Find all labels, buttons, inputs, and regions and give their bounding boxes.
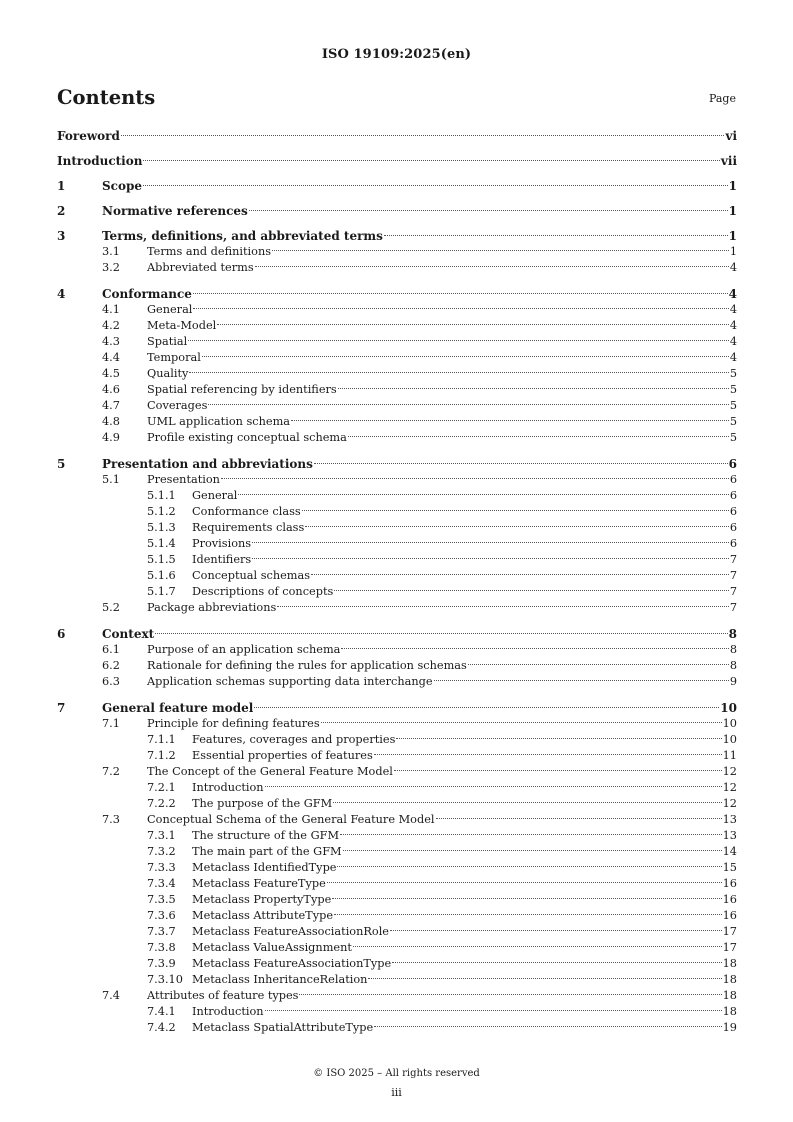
toc-entry-title[interactable]: Attributes of feature types	[147, 989, 299, 1002]
toc-entry-title[interactable]: Spatial referencing by identifiers	[147, 383, 337, 396]
dot-leader	[299, 994, 721, 995]
toc-entry-number: 7.3.1	[147, 829, 176, 842]
toc-entry-page: 17	[722, 941, 737, 954]
toc-entry[interactable]	[57, 988, 737, 1004]
dot-leader	[208, 404, 728, 405]
toc-entry-page: 5	[729, 399, 737, 412]
toc-entry-page: 18	[722, 957, 737, 970]
dot-leader	[193, 293, 728, 294]
toc-entry-page: 18	[722, 1005, 737, 1018]
toc-entry-page: 5	[729, 367, 737, 380]
toc-entry-number: 7.3.7	[147, 925, 176, 938]
dot-leader	[249, 210, 728, 211]
toc-entry[interactable]	[57, 398, 737, 414]
toc-entry-page: 5	[729, 415, 737, 428]
dot-leader	[343, 850, 722, 851]
dot-leader	[353, 946, 722, 947]
toc-entry-page: 17	[722, 925, 737, 938]
toc-entry-number: 7.2	[102, 765, 120, 778]
toc-entry-title[interactable]: Coverages	[147, 399, 208, 412]
dot-leader	[302, 510, 729, 511]
toc-entry-page: 1	[729, 245, 737, 258]
dot-leader	[305, 526, 729, 527]
toc-entry-number: 7.3.10	[147, 973, 183, 986]
toc-entry[interactable]	[57, 536, 737, 552]
toc-entry-page: 16	[722, 909, 737, 922]
toc-entry-page: 16	[722, 893, 737, 906]
dot-leader	[121, 135, 725, 136]
dot-leader	[272, 250, 729, 251]
toc-entry-page: 7	[729, 601, 737, 614]
toc-entry-title[interactable]: Metaclass InheritanceRelation	[192, 973, 368, 986]
dot-leader	[265, 1010, 722, 1011]
dot-leader	[384, 235, 728, 236]
toc-entry[interactable]	[57, 924, 737, 940]
toc-entry[interactable]	[57, 318, 737, 334]
toc-entry-title[interactable]: Foreword	[57, 129, 120, 143]
toc-entry-page: 7	[729, 585, 737, 598]
toc-entry-number: 4.4	[102, 351, 120, 364]
toc-entry-page: 15	[722, 861, 737, 874]
toc-entry[interactable]	[57, 174, 737, 199]
toc-entry-title[interactable]: Scope	[102, 179, 143, 193]
dot-leader	[374, 754, 722, 755]
toc-entry[interactable]	[57, 796, 737, 812]
dot-leader	[291, 420, 729, 421]
toc-entry-page: 10	[722, 717, 737, 730]
dot-leader	[368, 978, 721, 979]
toc-entry-page: 4	[729, 335, 737, 348]
toc-entry-number: 7.3.5	[147, 893, 176, 906]
dot-leader	[188, 340, 729, 341]
toc-entry-page: 6	[729, 521, 737, 534]
toc-entry-title[interactable]: Conformance class	[192, 505, 301, 518]
toc-entry-number: 7.2.1	[147, 781, 176, 794]
dot-leader	[341, 648, 728, 649]
toc-entry[interactable]	[57, 382, 737, 398]
page-title: Contents	[57, 86, 156, 109]
toc-entry-title[interactable]: Normative references	[102, 204, 248, 218]
toc-entry-number: 3	[57, 229, 66, 243]
dot-leader	[254, 707, 719, 708]
toc-entry[interactable]	[57, 876, 737, 892]
toc-entry-number: 3.2	[102, 261, 120, 274]
document-header: ISO 19109:2025(en)	[321, 47, 472, 62]
toc-entry-title[interactable]: The Concept of the General Feature Model	[147, 765, 393, 778]
toc-entry-page: 5	[729, 383, 737, 396]
toc-entry-page: 8	[729, 659, 737, 672]
toc-entry-title[interactable]: General	[192, 489, 238, 502]
toc-entry-page: 4	[728, 287, 737, 301]
toc-entry-title[interactable]: Metaclass PropertyType	[192, 893, 332, 906]
dot-leader	[238, 494, 728, 495]
toc-entry[interactable]	[57, 732, 737, 748]
toc-entry[interactable]	[57, 124, 737, 149]
dot-leader	[334, 914, 722, 915]
toc-entry-page: 5	[729, 431, 737, 444]
toc-entry-number: 7.1	[102, 717, 120, 730]
toc-entry-number: 7.3.3	[147, 861, 176, 874]
toc-entry-page: 4	[729, 319, 737, 332]
toc-entry-page: 4	[729, 351, 737, 364]
toc-entry[interactable]	[57, 430, 737, 446]
toc-entry-title[interactable]: Presentation and abbreviations	[102, 457, 313, 471]
table-of-contents	[57, 124, 737, 1036]
toc-entry[interactable]	[57, 552, 737, 568]
dot-leader	[277, 606, 729, 607]
dot-leader	[143, 160, 719, 161]
toc-entry[interactable]	[57, 764, 737, 780]
dot-leader	[337, 866, 721, 867]
dot-leader	[392, 962, 721, 963]
toc-entry-title[interactable]: Metaclass ValueAssignment	[192, 941, 352, 954]
toc-entry-number: 7.3.8	[147, 941, 176, 954]
toc-entry-page: 16	[722, 877, 737, 890]
toc-entry-number: 7.4	[102, 989, 120, 1002]
toc-entry-number: 5.1.4	[147, 537, 176, 550]
toc-entry-number: 3.1	[102, 245, 120, 258]
toc-entry-page: 7	[729, 569, 737, 582]
toc-entry-number: 5.1	[102, 473, 120, 486]
toc-entry-title[interactable]: Identifiers	[192, 553, 252, 566]
toc-entry-page: 13	[722, 829, 737, 842]
toc-entry-number: 4.6	[102, 383, 120, 396]
toc-entry-page: 6	[729, 537, 737, 550]
toc-entry-title[interactable]: Essential properties of features	[192, 749, 373, 762]
toc-entry-number: 6.2	[102, 659, 120, 672]
dot-leader	[255, 266, 729, 267]
dot-leader	[265, 786, 722, 787]
dot-leader	[202, 356, 729, 357]
toc-entry-page: 18	[722, 989, 737, 1002]
dot-leader	[374, 1026, 721, 1027]
toc-entry-page: 6	[729, 489, 737, 502]
toc-entry-number: 5.2	[102, 601, 120, 614]
toc-entry-page: 12	[722, 765, 737, 778]
toc-entry-page: 19	[722, 1021, 737, 1034]
toc-entry[interactable]	[57, 366, 737, 382]
toc-entry-number: 6.1	[102, 643, 120, 656]
toc-entry[interactable]	[57, 504, 737, 520]
toc-entry-title[interactable]: Profile existing conceptual schema	[147, 431, 347, 444]
toc-entry-page: 6	[729, 505, 737, 518]
toc-entry-page: vi	[725, 129, 737, 143]
dot-leader	[348, 436, 729, 437]
toc-entry-title[interactable]: Metaclass FeatureAssociationRole	[192, 925, 389, 938]
dot-leader	[396, 738, 721, 739]
toc-entry[interactable]	[57, 414, 737, 430]
toc-entry-title[interactable]: The purpose of the GFM	[192, 797, 333, 810]
toc-entry[interactable]	[57, 972, 737, 988]
toc-entry-title[interactable]: Meta-Model	[147, 319, 217, 332]
toc-entry-page: 1	[728, 179, 737, 193]
toc-entry-page: 9	[729, 675, 737, 688]
toc-entry-number: 4	[57, 287, 66, 301]
toc-entry-title[interactable]: The main part of the GFM	[192, 845, 342, 858]
toc-entry[interactable]	[57, 1020, 737, 1036]
toc-entry-title[interactable]: General feature model	[102, 701, 254, 715]
dot-leader	[221, 478, 729, 479]
toc-entry-page: 12	[722, 781, 737, 794]
toc-entry-title[interactable]: Conceptual Schema of the General Feature Model	[147, 813, 435, 826]
toc-entry[interactable]	[57, 199, 737, 224]
toc-entry-number: 7.3.4	[147, 877, 176, 890]
toc-entry[interactable]	[57, 302, 737, 318]
toc-entry[interactable]	[57, 956, 737, 972]
toc-entry-page: 6	[728, 457, 737, 471]
toc-entry-title[interactable]: Conformance	[102, 287, 192, 301]
toc-entry-number: 7.4.2	[147, 1021, 176, 1034]
toc-entry-title[interactable]: Introduction	[192, 1005, 264, 1018]
toc-entry-number: 7.1.1	[147, 733, 176, 746]
dot-leader	[340, 834, 722, 835]
toc-entry-title[interactable]: Introduction	[192, 781, 264, 794]
toc-entry-page: 6	[729, 473, 737, 486]
toc-entry-title[interactable]: Provisions	[192, 537, 252, 550]
toc-entry-number: 1	[57, 179, 66, 193]
toc-entry[interactable]	[57, 260, 737, 276]
toc-entry-number: 7.1.2	[147, 749, 176, 762]
toc-entry-number: 6.3	[102, 675, 120, 688]
dot-leader	[327, 882, 722, 883]
toc-entry[interactable]	[57, 940, 737, 956]
toc-entry-title[interactable]: Terms, definitions, and abbreviated terms	[102, 229, 383, 243]
toc-entry-title[interactable]: Rationale for defining the rules for application schemas	[147, 659, 467, 672]
toc-entry-page: 4	[729, 261, 737, 274]
toc-entry[interactable]	[57, 908, 737, 924]
toc-entry-number: 5.1.1	[147, 489, 176, 502]
dot-leader	[468, 664, 729, 665]
toc-entry-page: 14	[722, 845, 737, 858]
toc-entry[interactable]	[57, 892, 737, 908]
dot-leader	[314, 463, 728, 464]
toc-entry-number: 5.1.7	[147, 585, 176, 598]
dot-leader	[189, 372, 728, 373]
toc-entry-number: 7.3.6	[147, 909, 176, 922]
toc-entry-number: 7	[57, 701, 66, 715]
dot-leader	[143, 185, 728, 186]
toc-entry-number: 4.8	[102, 415, 120, 428]
toc-entry-page: 10	[722, 733, 737, 746]
toc-entry-number: 7.4.1	[147, 1005, 176, 1018]
toc-entry-number: 5.1.5	[147, 553, 176, 566]
toc-entry-title[interactable]: Features, coverages and properties	[192, 733, 396, 746]
toc-entry-page: 18	[722, 973, 737, 986]
toc-entry-title[interactable]: Spatial	[147, 335, 188, 348]
toc-entry[interactable]	[57, 642, 737, 658]
toc-entry[interactable]	[57, 600, 737, 616]
dot-leader	[217, 324, 729, 325]
toc-entry-page: 13	[722, 813, 737, 826]
toc-entry-number: 4.2	[102, 319, 120, 332]
toc-entry-title[interactable]: Terms and definitions	[147, 245, 272, 258]
toc-entry-title[interactable]: Metaclass IdentifiedType	[192, 861, 337, 874]
toc-entry-page: 12	[722, 797, 737, 810]
toc-entry-number: 5	[57, 457, 66, 471]
toc-entry-page: 8	[728, 627, 737, 641]
toc-entry[interactable]	[57, 244, 737, 260]
toc-entry-title[interactable]: Metaclass FeatureType	[192, 877, 326, 890]
toc-entry[interactable]	[57, 488, 737, 504]
toc-entry-page: 1	[728, 229, 737, 243]
toc-entry-title[interactable]: UML application schema	[147, 415, 291, 428]
toc-entry-title[interactable]: Presentation	[147, 473, 220, 486]
toc-entry-title[interactable]: Introduction	[57, 154, 143, 168]
toc-entry-number: 4.3	[102, 335, 120, 348]
toc-entry-title[interactable]: Context	[102, 627, 155, 641]
page-column-label: Page	[708, 92, 736, 105]
dot-leader	[334, 590, 729, 591]
toc-entry[interactable]	[57, 334, 737, 350]
toc-entry-number: 4.7	[102, 399, 120, 412]
dot-leader	[155, 633, 727, 634]
dot-leader	[333, 802, 721, 803]
toc-entry-title[interactable]: Principle for defining features	[147, 717, 320, 730]
dot-leader	[321, 722, 722, 723]
toc-entry-page: 10	[720, 701, 737, 715]
toc-entry-number: 4.9	[102, 431, 120, 444]
toc-entry-page: 1	[728, 204, 737, 218]
toc-entry-title[interactable]: Quality	[147, 367, 189, 380]
toc-entry[interactable]	[57, 568, 737, 584]
toc-entry-number: 4.1	[102, 303, 120, 316]
toc-entry-number: 5.1.2	[147, 505, 176, 518]
toc-entry-title[interactable]: Package abbreviations	[147, 601, 277, 614]
dot-leader	[193, 308, 728, 309]
dot-leader	[394, 770, 722, 771]
toc-entry-number: 4.5	[102, 367, 120, 380]
toc-entry-number: 7.3.2	[147, 845, 176, 858]
toc-entry-title[interactable]: Metaclass AttributeType	[192, 909, 334, 922]
toc-entry[interactable]	[57, 716, 737, 732]
toc-entry[interactable]	[57, 520, 737, 536]
toc-entry-page: 7	[729, 553, 737, 566]
dot-leader	[252, 558, 729, 559]
toc-entry[interactable]	[57, 748, 737, 764]
dot-leader	[252, 542, 729, 543]
toc-entry-title[interactable]: Abbreviated terms	[147, 261, 254, 274]
dot-leader	[390, 930, 722, 931]
copyright-notice: © ISO 2025 – All rights reserved	[313, 1068, 480, 1079]
toc-entry[interactable]	[57, 658, 737, 674]
toc-entry[interactable]	[57, 350, 737, 366]
toc-entry-title[interactable]: Metaclass FeatureAssociationType	[192, 957, 392, 970]
toc-entry-number: 7.2.2	[147, 797, 176, 810]
toc-entry[interactable]	[57, 584, 737, 600]
toc-entry-title[interactable]: The structure of the GFM	[192, 829, 340, 842]
toc-entry-number: 6	[57, 627, 66, 641]
toc-entry[interactable]	[57, 844, 737, 860]
toc-entry-number: 5.1.3	[147, 521, 176, 534]
toc-entry-title[interactable]: Requirements class	[192, 521, 305, 534]
toc-entry-number: 2	[57, 204, 66, 218]
toc-entry-title[interactable]: Purpose of an application schema	[147, 643, 341, 656]
toc-entry[interactable]	[57, 812, 737, 828]
toc-entry-page: vii	[720, 154, 737, 168]
toc-entry-number: 7.3	[102, 813, 120, 826]
toc-entry[interactable]	[57, 149, 737, 174]
toc-entry[interactable]	[57, 828, 737, 844]
toc-entry[interactable]	[57, 674, 737, 690]
toc-entry-number: 7.3.9	[147, 957, 176, 970]
toc-entry-page: 11	[722, 749, 737, 762]
toc-entry-title[interactable]: Temporal	[147, 351, 201, 364]
dot-leader	[332, 898, 721, 899]
toc-entry-title[interactable]: Conceptual schemas	[192, 569, 311, 582]
dot-leader	[434, 680, 729, 681]
toc-entry-title[interactable]: Application schemas supporting data interchange	[147, 675, 433, 688]
dot-leader	[338, 388, 729, 389]
toc-entry[interactable]	[57, 472, 737, 488]
dot-leader	[311, 574, 729, 575]
toc-entry-page: 4	[729, 303, 737, 316]
toc-entry-title[interactable]: Descriptions of concepts	[192, 585, 334, 598]
toc-entry[interactable]	[57, 780, 737, 796]
toc-entry-title[interactable]: General	[147, 303, 193, 316]
dot-leader	[436, 818, 722, 819]
toc-entry-page: 8	[729, 643, 737, 656]
toc-entry-number: 5.1.6	[147, 569, 176, 582]
toc-entry-title[interactable]: Metaclass SpatialAttributeType	[192, 1021, 374, 1034]
toc-entry[interactable]	[57, 860, 737, 876]
page-number: iii	[391, 1086, 402, 1099]
toc-entry[interactable]	[57, 1004, 737, 1020]
